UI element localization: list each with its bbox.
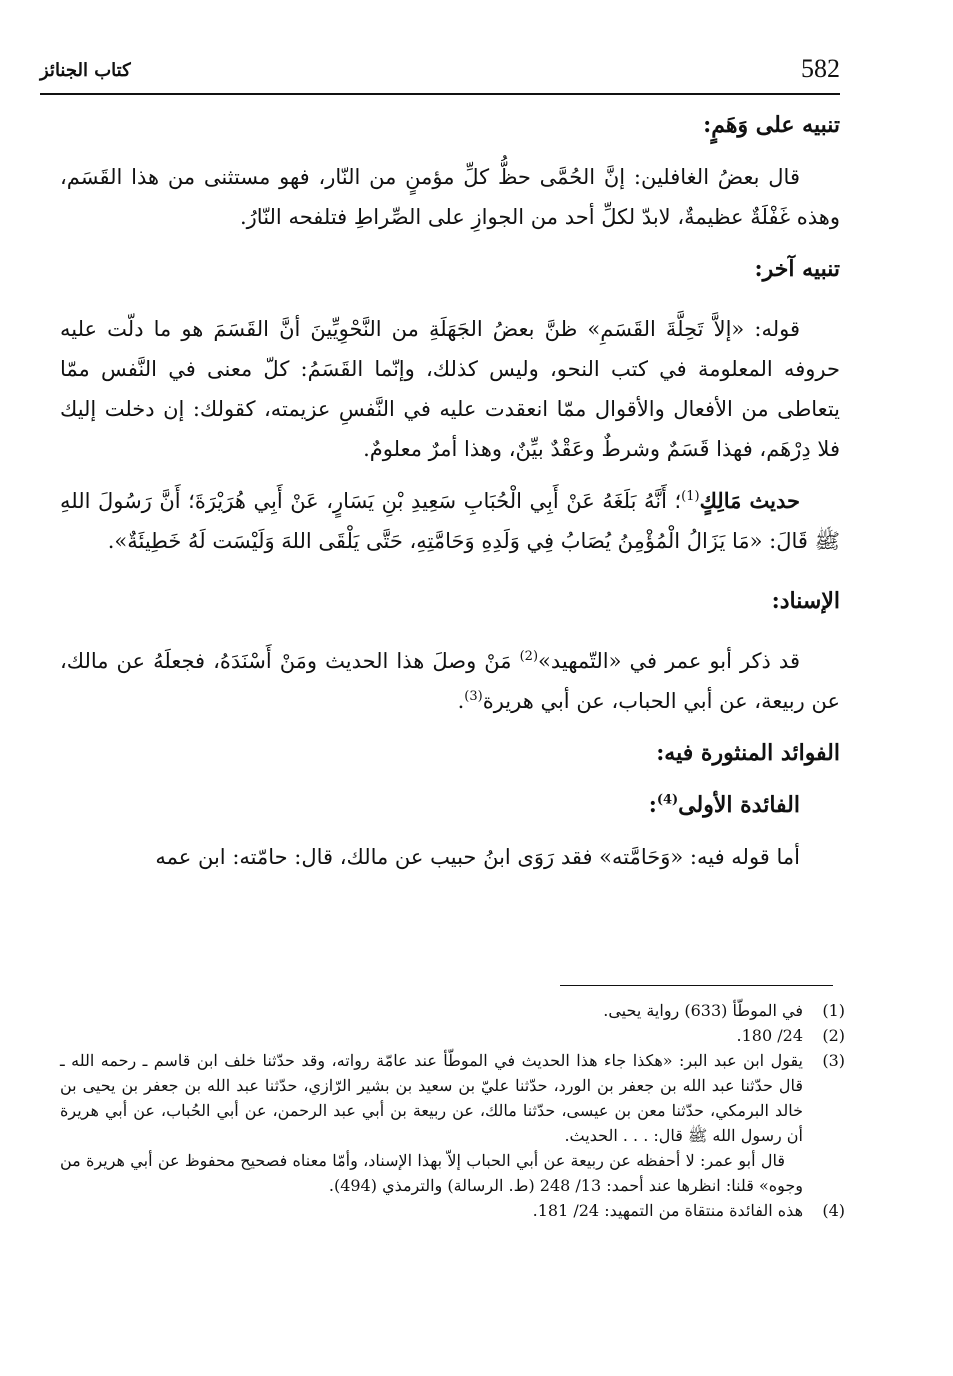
- footnote-body: [60, 1023, 803, 1048]
- section-heading-benefits: الفوائد المنثورة فيه:: [656, 740, 840, 766]
- main-text: [60, 105, 840, 877]
- section-heading-another-warning: تنبيه آخر:: [754, 256, 840, 282]
- footnote-rule: [560, 985, 833, 986]
- footnote-ref-2: (2): [519, 649, 539, 664]
- isnad-paragraph: [60, 641, 840, 721]
- section-heading-warning: تنبيه على وَهَمٍ:: [703, 112, 840, 138]
- hadith-label: حديث مَالِكٍ: [699, 488, 800, 513]
- header-rule: [40, 93, 840, 95]
- footnote-number: (3): [822, 1051, 845, 1070]
- footnote-body: [60, 1198, 803, 1223]
- footnote-ref-1: (1): [681, 489, 700, 504]
- footnote-ref-3: (3): [464, 689, 483, 704]
- footnote-number: (2): [822, 1026, 845, 1045]
- footnote-ref-4: (4): [656, 792, 679, 808]
- footnote-text: هذه الفائدة منتقاة من التمهيد: 24/ 181.: [532, 1201, 803, 1220]
- footnote-1: [60, 998, 845, 1023]
- first-benefit-label: الفائدة الأولى: [678, 792, 800, 818]
- footnote-2: [60, 1023, 845, 1048]
- page-header: [40, 50, 840, 90]
- hadith-text: ؛ أَنَّهُ بَلَغَهُ عَنْ أَبِي الْحُبَابِ سَعِيدِ بْنِ يَسَارٍ، عَنْ أَبِي هُرَيْرَةَ؛ أَنَّ رَسُولَ اللهِ ﷺ قَالَ: «مَا يَزَالُ الْمُؤْمِنُ يُصَابُ فِي وَلَدِهِ وَحَامَّتِهِ، حَتَّى يَلْقَى اللهَ وَلَيْسَت لَهُ خَطِيئَةٌ».: [60, 489, 840, 553]
- footnote-text: في الموطّأ (633) رواية يحيى.: [603, 1001, 803, 1020]
- running-head: كتاب الجنائز: [40, 60, 131, 81]
- hadith-paragraph: [60, 481, 840, 561]
- section-heading-first-benefit: [60, 785, 840, 825]
- footnote-text: يقول ابن عبد البر: «هكذا جاء هذا الحديث في الموطّأ عند عامّة رواته، وقد حدّثنا خلف ابن قاسم ـ رحمه الله ـ قال حدّثنا عبد الله بن جعفر بن الورد، حدّثنا عليّ بن سعيد بن بشير الرّازي، حدّثنا عبد الله بن جعفر بن يحيى بن خالد البرمكي، حدّثنا معن بن عيسى، حدّثنا مالك، عن ربيعة بن أبي عبد الرحمن، عن أبي الحُباب، عن أبي هريرة أن رسول الله ﷺ قال: . . . الحديث.: [60, 1051, 804, 1145]
- footnote-text: 24/ 180.: [736, 1026, 803, 1045]
- footnote-4: [60, 1198, 845, 1223]
- section-heading-isnad: الإسناد:: [771, 588, 840, 614]
- isnad-text-c: .: [457, 689, 465, 713]
- page-number: 582: [801, 54, 840, 83]
- another-warning-paragraph: قوله: «إلاَّ تَحِلَّةَ القَسَمِ» ظنَّ بعضُ الجَهَلَةِ من النَّحْوِيِّينَ أنَّ القَسَمَ هو ما دلّت عليه حروفه المعلومة في كتب النحو، وليس كذلك، وإنّما القَسَمُ: كلّ معنى في النَّفس ممّا يتعاطى من الأفعال والأقوال ممّا انعقدت عليه في النَّفسِ عزيمته، كقولك: إن دخلت إليك فلا دِرْهَم، فهذا قَسَمٌ وشرطٌ وعَقْدٌ بيِّنٌ، وهذا أمرٌ معلومٌ.: [60, 317, 840, 461]
- footnote-number: (4): [822, 1201, 845, 1220]
- footnote-body: [60, 998, 803, 1023]
- footnote-number: (1): [822, 1001, 845, 1020]
- isnad-text-a: قد ذكر أبو عمر في «التّمهيد»: [538, 649, 800, 673]
- isnad-text-b: مَنْ وصلَ هذا الحديث ومَنْ أَسْنَدَهُ، فجعلَهُ عن مالك، عن ربيعة، عن أبي الحباب، عن أبي هريرة: [60, 649, 840, 713]
- first-benefit-colon: :: [648, 792, 657, 818]
- footnotes: [60, 998, 845, 1223]
- footnote-body: [60, 1048, 803, 1198]
- footnote-3: [60, 1048, 845, 1198]
- warning-paragraph: قال بعضُ الغافلين: إنَّ الحُمَّى حظُّ كلِّ مؤمنٍ من النّار، فهو مستثنى من هذا القَسَم، وهذه غَفْلَةٌ عظيمةٌ، لابدّ لكلِّ أحد من الجوازِ على الصِّراطِ فتلفحه النّارُ.: [60, 165, 840, 229]
- first-benefit-paragraph: أما قوله فيه: «وَحَامَّته» فقد رَوَى ابنُ حبيب عن مالك، قال: حامّته: ابن عمه: [155, 845, 800, 869]
- footnote-text-continued: قال أبو عمر: لا أحفظه عن ربيعة عن أبي الحباب إلاّ بهذا الإسناد، وأمّا معناه فصحيح محفوظ عن أبي هريرة من وجوه» قلنا: انظرها عند أحمد: 13/ 248 (ط. الرسالة) والترمذي (494).: [60, 1151, 803, 1195]
